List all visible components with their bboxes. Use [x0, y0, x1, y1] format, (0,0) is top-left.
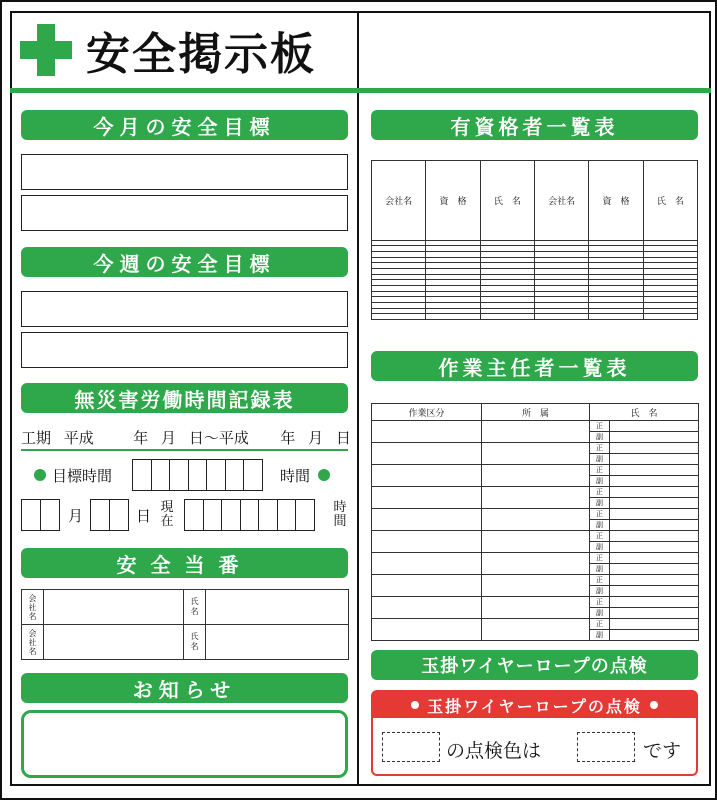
qual-table-cell[interactable] — [480, 314, 534, 320]
fore-table-row — [372, 421, 699, 432]
qual-table-cell[interactable] — [589, 314, 643, 320]
target-hours-cells[interactable] — [132, 459, 262, 491]
company-label: 会 社 名 — [22, 590, 44, 625]
fore-role-label: 副 — [590, 476, 610, 487]
board-title: 安全掲示板 — [86, 29, 316, 80]
wire-rope-header: 玉掛ワイヤーロープの点検 — [371, 650, 698, 680]
month-input-box[interactable] — [382, 732, 440, 762]
notice-header: お知らせ — [21, 673, 348, 703]
fore-name-cell[interactable] — [610, 498, 699, 509]
company-field[interactable] — [44, 625, 184, 660]
period-heisei-end: 平成 — [218, 428, 249, 447]
foremen-list-header: 作業主任者一覧表 — [371, 351, 698, 381]
white-dot-icon — [650, 701, 658, 709]
fore-affiliation-cell[interactable] — [482, 509, 590, 531]
green-dot-icon — [34, 469, 46, 481]
fore-role-label: 正 — [590, 531, 610, 542]
target-hours-label: 目標時間 — [52, 466, 113, 485]
monthly-goal-line-2[interactable] — [21, 195, 348, 231]
fore-role-label: 正 — [590, 421, 610, 432]
wire-rope-panel-title: 玉掛ワイヤーロープの点検 — [427, 696, 642, 716]
header-underline — [10, 88, 711, 93]
qual-table-cell[interactable] — [534, 314, 588, 320]
green-cross-icon — [20, 24, 72, 76]
fore-role-label: 正 — [590, 443, 610, 454]
qual-table-cell[interactable] — [643, 314, 697, 320]
fore-work-type-cell[interactable] — [372, 509, 482, 531]
fore-name-cell[interactable] — [610, 575, 699, 586]
notice-area[interactable] — [21, 710, 348, 778]
fore-table-row — [372, 619, 699, 630]
target-hours-row — [34, 459, 112, 491]
name-label: 氏 名 — [184, 590, 206, 625]
fore-role-label: 副 — [590, 630, 610, 641]
fore-role-label: 正 — [590, 597, 610, 608]
qual-col-company-2: 会社名 — [534, 161, 588, 241]
fore-role-label: 正 — [590, 575, 610, 586]
qual-col-company-1: 会社名 — [372, 161, 426, 241]
qual-table-cell[interactable] — [426, 314, 480, 320]
check-color-text: の点検色は — [446, 740, 542, 762]
fore-affiliation-cell[interactable] — [482, 597, 590, 619]
qualified-list-header: 有資格者一覧表 — [371, 110, 698, 140]
genzai-label: 現 在 — [160, 500, 174, 529]
fore-table-row — [372, 553, 699, 564]
safety-duty-table — [21, 589, 349, 660]
no-accident-record-header: 無災害労働時間記録表 — [21, 383, 348, 413]
period-month-end: 月 — [308, 428, 324, 447]
fore-role-label: 正 — [590, 465, 610, 476]
weekly-goal-line-2[interactable] — [21, 332, 348, 368]
fore-role-label: 正 — [590, 553, 610, 564]
fore-name-cell[interactable] — [610, 465, 699, 476]
company-field[interactable] — [44, 590, 184, 625]
green-dot-icon — [318, 469, 330, 481]
fore-affiliation-cell[interactable] — [482, 487, 590, 509]
fore-affiliation-cell[interactable] — [482, 421, 590, 443]
fore-table-row — [372, 465, 699, 476]
color-input-box[interactable] — [577, 732, 635, 762]
fore-affiliation-cell[interactable] — [482, 531, 590, 553]
white-dot-icon — [411, 701, 419, 709]
fore-name-cell[interactable] — [610, 443, 699, 454]
fore-name-cell[interactable] — [610, 630, 699, 641]
fore-table-row — [372, 487, 699, 498]
month-unit: 月 — [68, 506, 84, 525]
fore-name-cell[interactable] — [610, 542, 699, 553]
qual-table-row — [372, 314, 698, 320]
period-day-start: 日 — [188, 428, 204, 447]
period-tilde: 〜 — [203, 428, 219, 447]
fore-work-type-cell[interactable] — [372, 531, 482, 553]
monthly-goal-header: 今月の安全目標 — [21, 110, 348, 140]
fore-role-label: 正 — [590, 509, 610, 520]
company-label: 会 社 名 — [22, 625, 44, 660]
fore-role-label: 正 — [590, 487, 610, 498]
fore-name-cell[interactable] — [610, 454, 699, 465]
qual-col-name-1: 氏 名 — [480, 161, 534, 241]
board-header — [12, 14, 356, 86]
fore-affiliation-cell[interactable] — [482, 553, 590, 575]
safety-duty-header: 安全当番 — [21, 548, 348, 578]
fore-work-type-cell[interactable] — [372, 575, 482, 597]
fore-affiliation-cell[interactable] — [482, 575, 590, 597]
qualified-list-table — [371, 160, 698, 320]
target-hours-unit-row — [280, 459, 330, 491]
fore-work-type-cell[interactable] — [372, 465, 482, 487]
fore-work-type-cell[interactable] — [372, 619, 482, 641]
fore-role-label: 副 — [590, 608, 610, 619]
period-day-end: 日 — [335, 428, 351, 447]
period-year-start: 年 — [133, 428, 149, 447]
fore-role-label: 副 — [590, 432, 610, 443]
current-day-cells[interactable] — [90, 499, 127, 531]
fore-affiliation-cell[interactable] — [482, 619, 590, 641]
period-kouki: 工期 — [21, 428, 52, 447]
name-label: 氏 名 — [184, 625, 206, 660]
qual-table-cell[interactable] — [372, 314, 426, 320]
fore-work-type-cell[interactable] — [372, 597, 482, 619]
fore-name-cell[interactable] — [610, 553, 699, 564]
fore-name-cell[interactable] — [610, 619, 699, 630]
wire-rope-panel-title-row — [373, 692, 696, 718]
name-field[interactable] — [206, 625, 349, 660]
weekly-goal-line-1[interactable] — [21, 291, 348, 327]
fore-name-cell[interactable] — [610, 597, 699, 608]
fore-role-label: 副 — [590, 454, 610, 465]
fore-table-row — [372, 443, 699, 454]
fore-name-cell[interactable] — [610, 421, 699, 432]
fore-name-cell[interactable] — [610, 608, 699, 619]
fore-table-row — [372, 597, 699, 608]
fore-work-type-cell[interactable] — [372, 553, 482, 575]
qual-col-qualification-2: 資 格 — [589, 161, 643, 241]
fore-name-cell[interactable] — [610, 531, 699, 542]
fore-table-row — [372, 509, 699, 520]
fore-role-label: 副 — [590, 498, 610, 509]
fore-affiliation-cell[interactable] — [482, 465, 590, 487]
fore-name-cell[interactable] — [610, 520, 699, 531]
fore-table-row — [372, 531, 699, 542]
period-underline — [21, 449, 348, 451]
target-hours-unit: 時間 — [280, 466, 311, 485]
fore-col-affiliation: 所 属 — [482, 404, 590, 421]
fore-role-label: 副 — [590, 564, 610, 575]
name-field[interactable] — [206, 590, 349, 625]
jikan-label: 時 間 — [333, 500, 347, 529]
weekly-goal-header: 今週の安全目標 — [21, 247, 348, 277]
foremen-list-table — [371, 403, 699, 641]
fore-col-name: 氏 名 — [590, 404, 699, 421]
fore-name-cell[interactable] — [610, 432, 699, 443]
fore-role-label: 正 — [590, 619, 610, 630]
construction-period-row — [21, 426, 351, 448]
period-month-start: 月 — [161, 428, 177, 447]
period-heisei-start: 平成 — [63, 428, 94, 447]
fore-col-work-type: 作業区分 — [372, 404, 482, 421]
fore-name-cell[interactable] — [610, 476, 699, 487]
fore-work-type-cell[interactable] — [372, 487, 482, 509]
period-year-end: 年 — [280, 428, 296, 447]
fore-role-label: 副 — [590, 520, 610, 531]
monthly-goal-line-1[interactable] — [21, 154, 348, 190]
fore-name-cell[interactable] — [610, 564, 699, 575]
fore-name-cell[interactable] — [610, 586, 699, 597]
fore-name-cell[interactable] — [610, 509, 699, 520]
day-unit: 日 — [136, 506, 152, 525]
fore-name-cell[interactable] — [610, 487, 699, 498]
current-month-cells[interactable] — [21, 499, 58, 531]
fore-role-label: 副 — [590, 542, 610, 553]
current-hours-cells[interactable] — [184, 499, 314, 531]
qual-col-name-2: 氏 名 — [643, 161, 697, 241]
desu-text: です — [643, 740, 682, 762]
wire-rope-panel — [371, 690, 698, 776]
fore-work-type-cell[interactable] — [372, 421, 482, 443]
fore-role-label: 副 — [590, 586, 610, 597]
center-divider — [357, 11, 359, 786]
fore-table-row — [372, 575, 699, 586]
fore-work-type-cell[interactable] — [372, 443, 482, 465]
fore-affiliation-cell[interactable] — [482, 443, 590, 465]
qual-col-qualification-1: 資 格 — [426, 161, 480, 241]
